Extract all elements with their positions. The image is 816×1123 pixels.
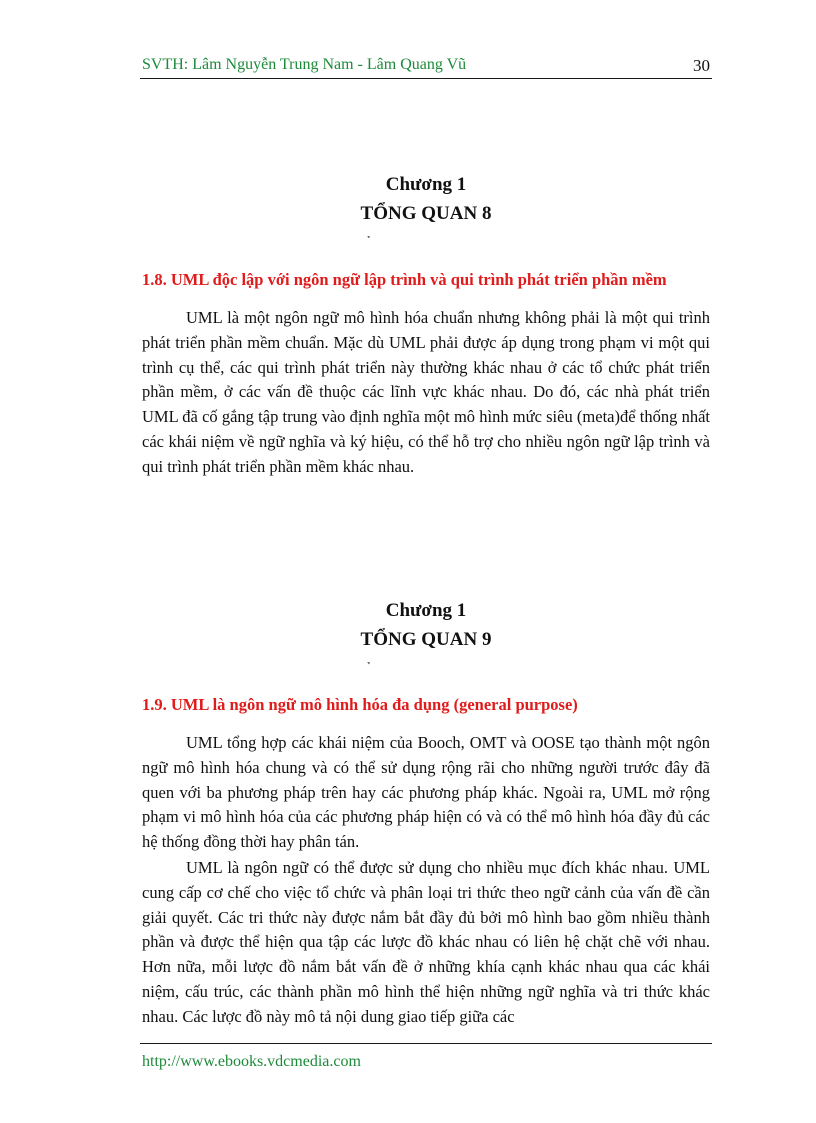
chapter-label-1: Chương 1 <box>385 174 467 195</box>
paragraph-1-9-a: UML tổng hợp các khái niệm của Booch, OMT và OOSE tạo thành một ngôn ngữ mô hình hóa chung và có thể sử dụng rộng rãi cho những người trước đây đã quen với ba phương pháp trên hay các phương pháp khác. Ngoài ra, UML mở rộng phạm vi mô hình hóa của các phương pháp hiện có và có thể mô hình hóa đầy đủ các hệ thống đồng thời hay phân tán. <box>142 733 710 852</box>
footer-rule <box>140 1043 712 1044</box>
header-author: SVTH: Lâm Nguyễn Trung Nam - Lâm Quang Vũ <box>142 56 467 73</box>
section-heading-1-9: 1.9. UML là ngôn ngữ mô hình hóa đa dụng (general purpose) <box>142 695 578 714</box>
chapter-label-2: Chương 1 <box>385 600 467 621</box>
paragraph-1-9-b: UML là ngôn ngữ có thể được sử dụng cho nhiều mục đích khác nhau. UML cung cấp cơ chế cho việc tổ chức và phân loại tri thức theo ngữ cảnh của vấn đề cần giải quyết. Các tri thức này được nắm bắt đầy đủ bởi mô hình bao gồm nhiều thành phần và được thể hiện qua tập các lược đồ khác nhau có liên hệ chặt chẽ với nhau. Hơn nữa, mỗi lược đồ nắm bắt vấn đề ở những khía cạnh khác nhau qua các khái niệm, cấu trúc, các thành phần mô hình thể hiện những ngữ nghĩa và tri thức khác nhau. Các lược đồ này mô tả nội dung giao tiếp giữa các <box>142 858 710 1026</box>
page-number: 30 <box>693 56 710 75</box>
paragraph-1-8: UML là một ngôn ngữ mô hình hóa chuẩn nhưng không phải là một qui trình phát triển phần mềm chuẩn. Mặc dù UML phải được áp dụng trong phạm vi một qui trình cụ thể, các qui trình phát triển này thường khác nhau ở các tổ chức phát triển phần mềm, ở các vấn đề thuộc các lĩnh vực khác nhau. Do đó, các nhà phát triển UML đã cố gắng tập trung vào định nghĩa một mô hình mức siêu (meta)để thống nhất các khái niệm về ngữ nghĩa và ký hiệu, có thể hỗ trợ cho nhiều ngôn ngữ lập trình và qui trình phát triển phần mềm khác nhau. <box>142 308 710 476</box>
footer-link[interactable]: http://www.ebooks.vdcmedia.com <box>142 1053 361 1070</box>
page-header <box>140 56 712 79</box>
chapter-title-2: TỔNG QUAN 9 <box>360 629 492 650</box>
chapter-title-1: TỔNG QUAN 8 <box>360 203 492 224</box>
section-heading-1-8: 1.8. UML độc lập với ngôn ngữ lập trình và qui trình phát triển phần mềm <box>142 270 667 289</box>
